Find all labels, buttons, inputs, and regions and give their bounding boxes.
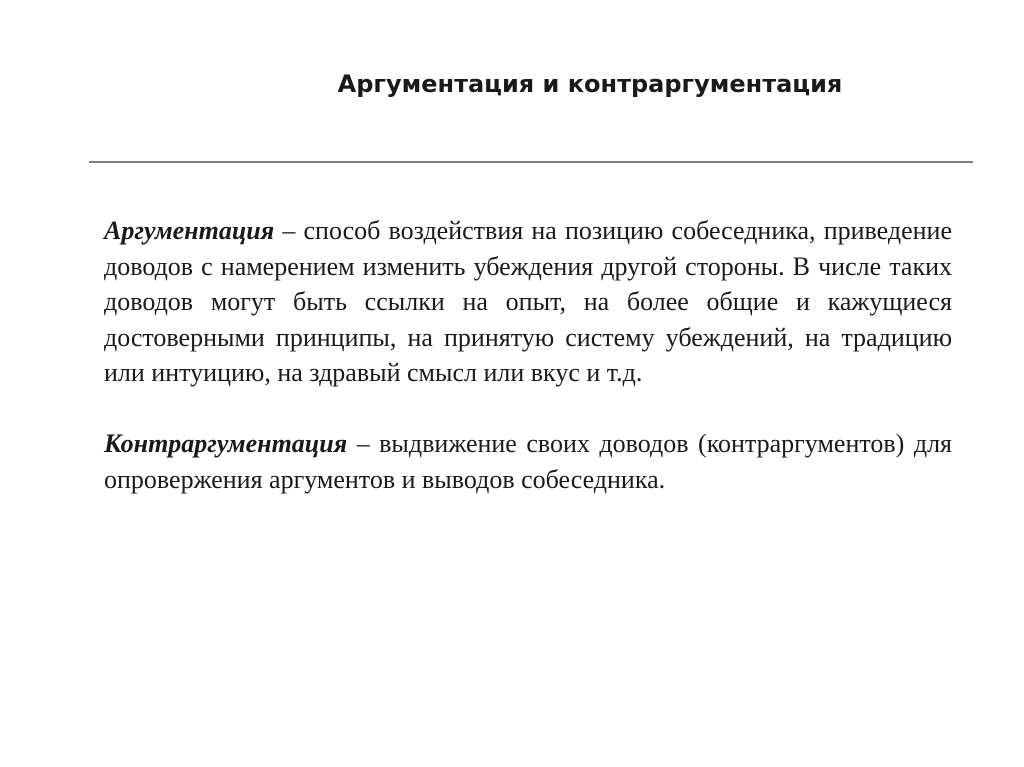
- paragraph-counterargumentation: [104, 426, 952, 497]
- slide-title: Аргументация и контраргументация: [337, 70, 843, 98]
- paragraph-argumentation: [104, 213, 952, 391]
- term-argumentation: Аргументация: [104, 216, 275, 245]
- definition-counterargumentation: – выдвижение своих доводов (контраргументов) для опровержения аргументов и выводов собеседника.: [104, 429, 952, 494]
- definition-argumentation: – способ воздействия на позицию собеседника, приведение доводов с намерением изменить убеждения другой стороны. В числе таких доводов могут быть ссылки на опыт, на более общие и кажущиеся достоверными принципы, на принятую систему убеждений, на традицию или интуицию, на здравый смысл или вкус и т.д.: [104, 216, 952, 387]
- slide-body: [104, 213, 952, 497]
- term-counterargumentation: Контраргументация: [104, 429, 348, 458]
- title-divider: [89, 161, 973, 163]
